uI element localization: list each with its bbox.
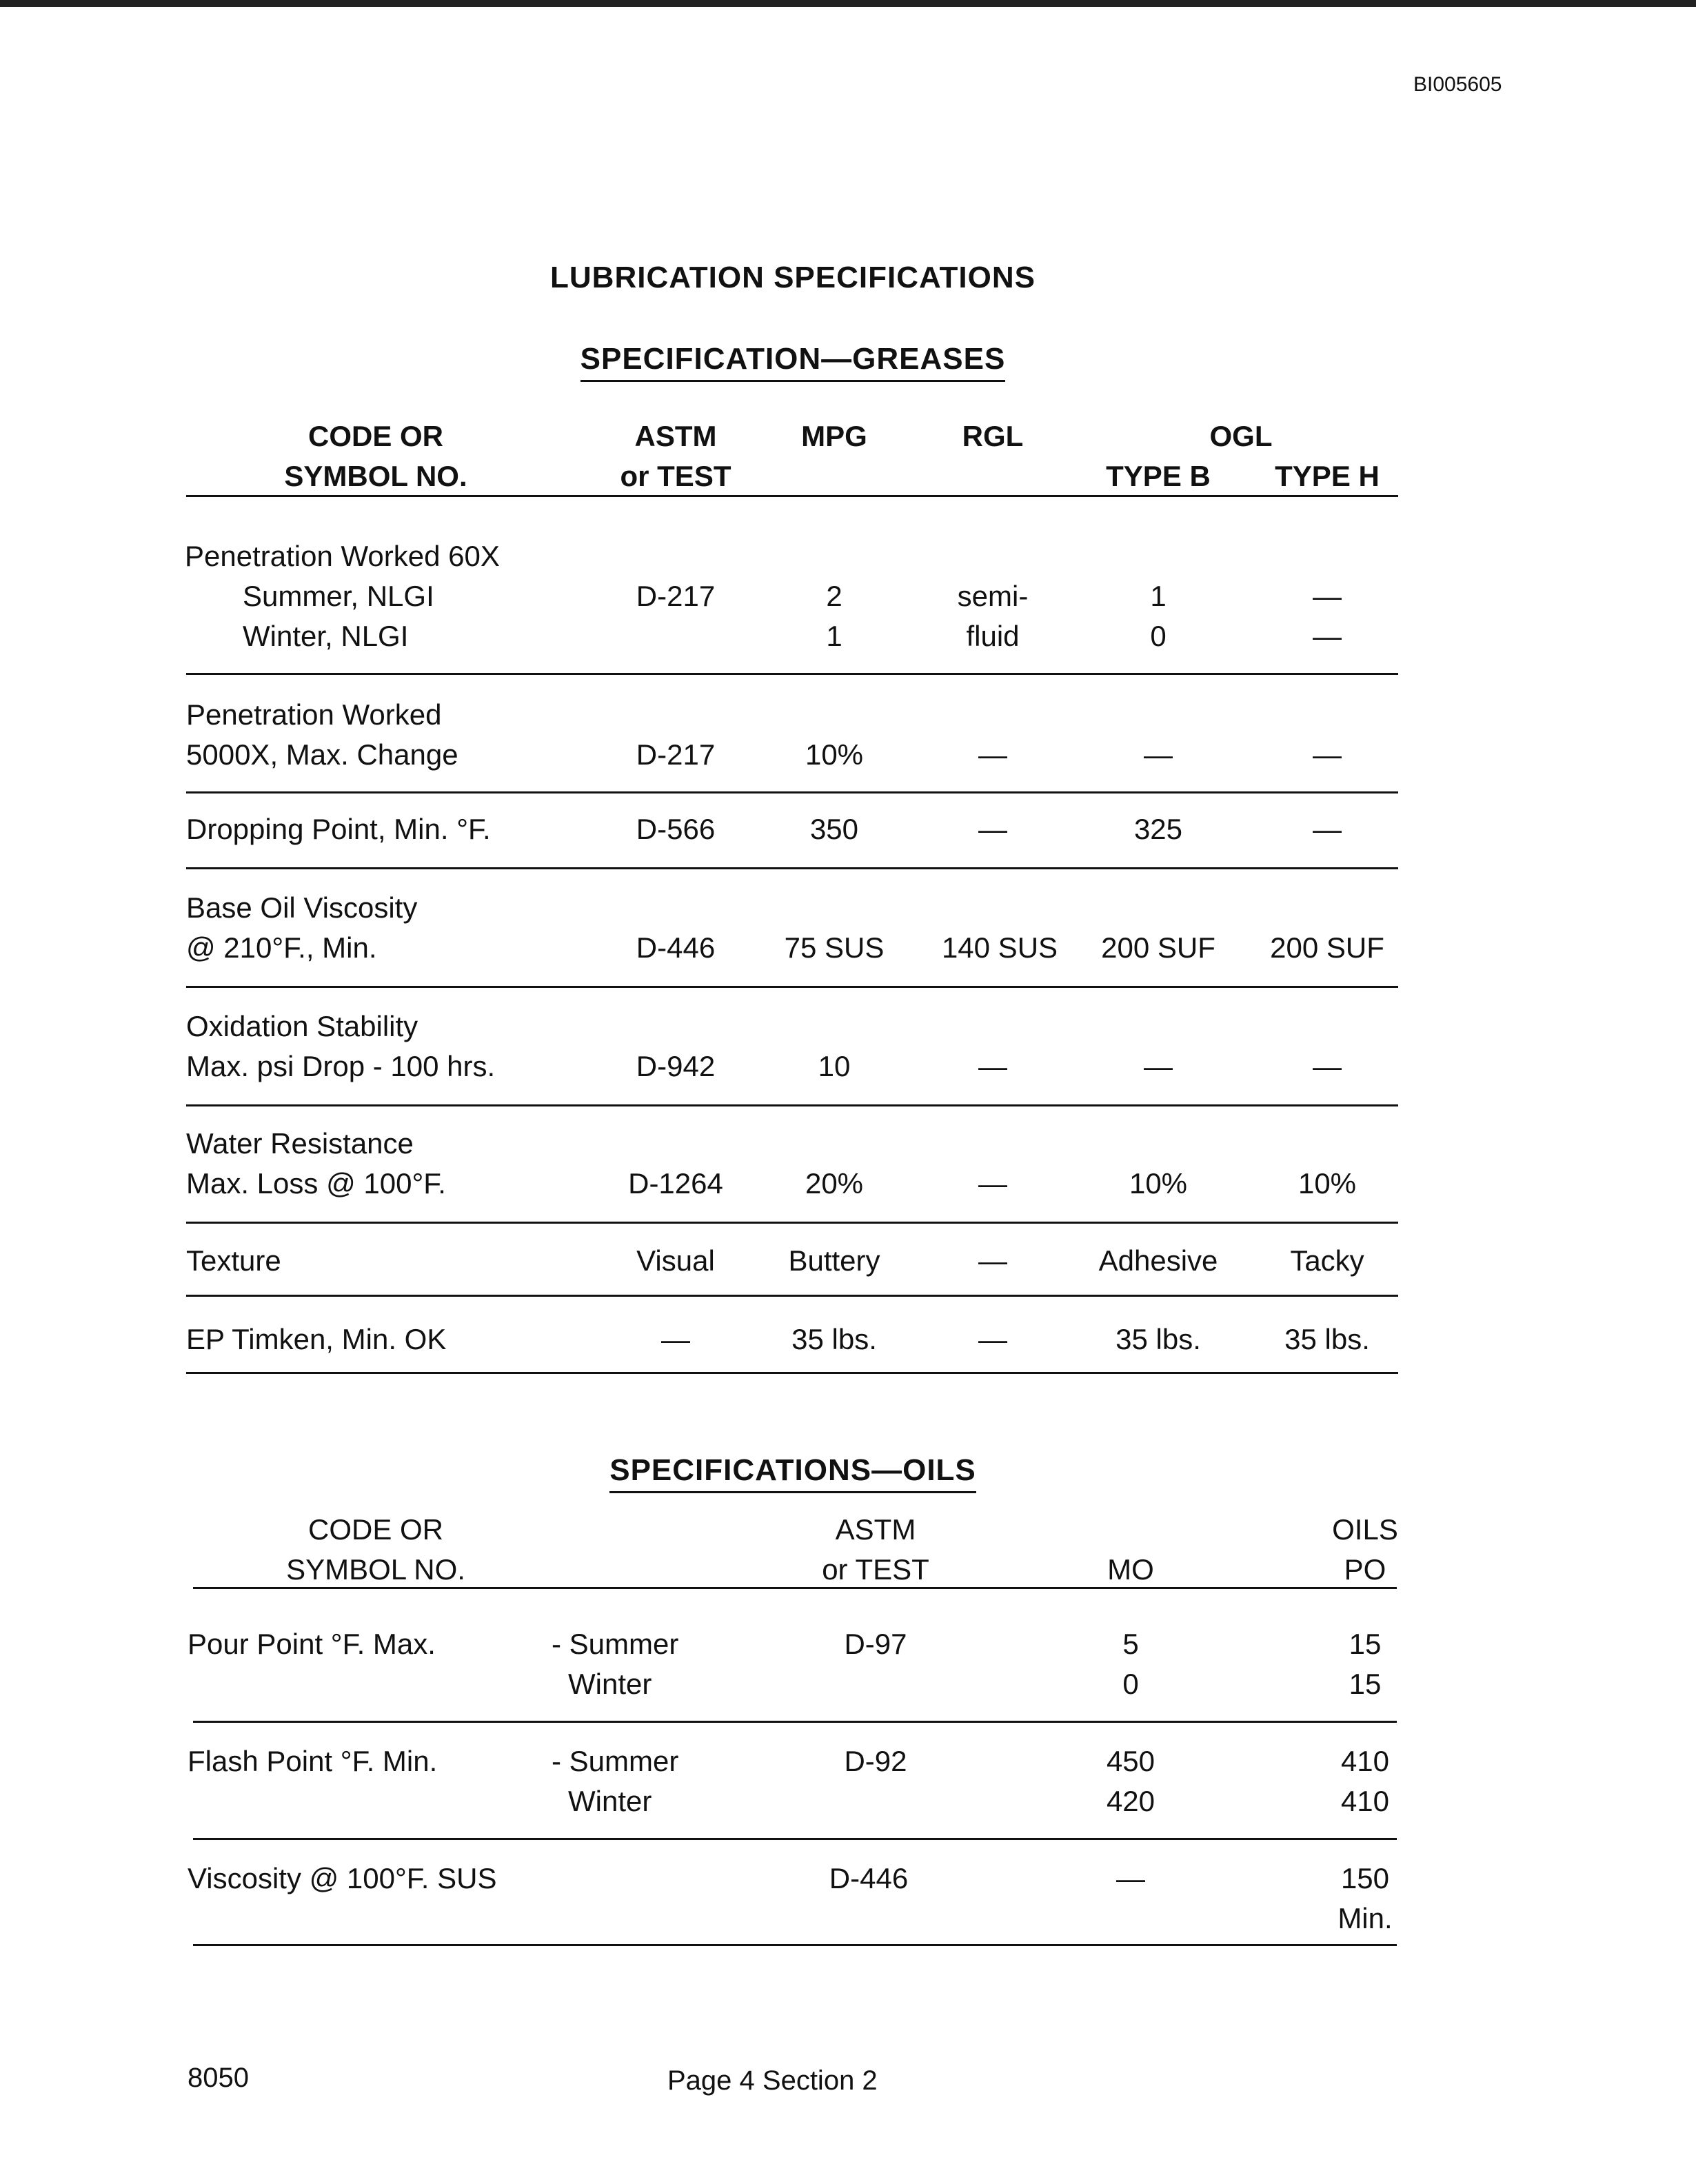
grease-type-b-cell: —	[1144, 1050, 1173, 1082]
grease-mpg-cell: 10%	[805, 738, 864, 771]
oil-row-rule	[193, 1721, 1397, 1723]
grease-type-h-cell: 10%	[1298, 1167, 1357, 1200]
grease-row-rule	[186, 1104, 1398, 1106]
oil-season-cell: - Summer Winter	[552, 1628, 679, 1700]
oils-section-title: SPECIFICATIONS—OILS	[552, 1453, 1034, 1488]
grease-astm-cell: D-217	[636, 738, 716, 771]
grease-mpg-cell: 10	[818, 1050, 851, 1082]
greases-section-title: SPECIFICATION—GREASES	[552, 342, 1034, 376]
oil-mo-cell: 5 0	[1122, 1628, 1139, 1700]
grease-row-rule	[186, 1295, 1398, 1297]
oil-season-cell: - Summer Winter	[552, 1745, 679, 1817]
grease-row-label: Dropping Point, Min. °F.	[186, 813, 491, 845]
oil-astm-cell: D-446	[829, 1862, 909, 1894]
grease-type-h-cell: 200 SUF	[1270, 931, 1384, 964]
top-scan-edge	[0, 0, 1696, 7]
grease-type-h-cell: —	[1313, 1050, 1342, 1082]
oils-header-rule	[193, 1587, 1397, 1589]
grease-astm-cell: D-446	[636, 931, 716, 964]
grease-type-h-cell: — —	[1313, 580, 1342, 652]
grease-type-b-cell: —	[1144, 738, 1173, 771]
grease-row-rule	[186, 1222, 1398, 1224]
footer-doc-number: 8050	[188, 2063, 249, 2093]
greases-header-rule	[186, 495, 1398, 497]
oil-astm-cell: D-92	[844, 1745, 907, 1777]
oils-header-oils: OILS	[1332, 1513, 1398, 1546]
grease-mpg-cell: 2 1	[826, 580, 842, 652]
greases-header-code: CODE OR SYMBOL NO.	[284, 420, 467, 492]
grease-rgl-cell: —	[978, 738, 1007, 771]
grease-type-h-cell: 35 lbs.	[1284, 1323, 1370, 1355]
oil-row-label: Flash Point °F. Min.	[188, 1745, 438, 1777]
grease-type-h-cell: —	[1313, 738, 1342, 771]
grease-row-label: Penetration Worked 60X Summer, NLGI Winter, NLGI	[185, 540, 500, 652]
grease-type-b-cell: 35 lbs.	[1115, 1323, 1201, 1355]
grease-astm-cell: D-217	[636, 580, 716, 612]
grease-mpg-cell: 20%	[805, 1167, 864, 1200]
grease-astm-cell: D-1264	[628, 1167, 723, 1200]
grease-type-b-cell: 1 0	[1150, 580, 1167, 652]
grease-table-bottom-rule	[186, 1372, 1398, 1374]
grease-mpg-cell: Buttery	[788, 1244, 880, 1277]
greases-header-rgl: RGL	[962, 420, 1024, 452]
oil-row-rule	[193, 1838, 1397, 1840]
greases-header-type-b: TYPE B	[1106, 460, 1211, 492]
grease-rgl-cell: —	[978, 1167, 1007, 1200]
grease-mpg-cell: 75 SUS	[784, 931, 885, 964]
oil-po-cell: 410 410	[1340, 1745, 1390, 1817]
oil-row-label: Viscosity @ 100°F. SUS	[188, 1862, 497, 1894]
grease-row-label: Water Resistance Max. Loss @ 100°F.	[186, 1127, 446, 1200]
grease-type-b-cell: 10%	[1129, 1167, 1188, 1200]
grease-row-label: Base Oil Viscosity @ 210°F., Min.	[186, 891, 418, 964]
greases-header-astm: ASTM or TEST	[620, 420, 731, 492]
grease-row-label: Texture	[186, 1244, 281, 1277]
oils-table-bottom-rule	[193, 1944, 1397, 1946]
grease-rgl-cell: —	[978, 1323, 1007, 1355]
grease-rgl-cell: —	[978, 1050, 1007, 1082]
footer-page-label: Page 4 Section 2	[667, 2065, 878, 2096]
grease-type-h-cell: —	[1313, 813, 1342, 845]
document-id: BI005605	[1413, 73, 1502, 96]
oil-mo-cell: 450 420	[1106, 1745, 1155, 1817]
grease-row-rule	[186, 867, 1398, 869]
grease-astm-cell: D-566	[636, 813, 716, 845]
grease-row-rule	[186, 673, 1398, 675]
grease-rgl-cell: —	[978, 1244, 1007, 1277]
grease-row-label: Oxidation Stability Max. psi Drop - 100 hrs.	[186, 1010, 496, 1082]
oils-header-astm: ASTM or TEST	[822, 1513, 929, 1586]
grease-type-b-cell: 325	[1133, 813, 1183, 845]
grease-row-label: Penetration Worked 5000X, Max. Change	[186, 698, 458, 771]
grease-type-b-cell: 200 SUF	[1101, 931, 1215, 964]
oil-po-cell: 15 15	[1349, 1628, 1382, 1700]
grease-row-rule	[186, 791, 1398, 793]
greases-header-type-h: TYPE H	[1275, 460, 1380, 492]
oils-header-mo: MO	[1107, 1553, 1154, 1586]
grease-astm-cell: Visual	[636, 1244, 715, 1277]
grease-astm-cell: D-942	[636, 1050, 716, 1082]
grease-astm-cell: —	[661, 1323, 690, 1355]
greases-header-ogl: OGL	[1209, 420, 1273, 452]
oil-astm-cell: D-97	[844, 1628, 907, 1660]
oil-row-label: Pour Point °F. Max.	[188, 1628, 436, 1660]
grease-mpg-cell: 350	[809, 813, 859, 845]
grease-rgl-cell: —	[978, 813, 1007, 845]
grease-rgl-cell: semi- fluid	[957, 580, 1029, 652]
oil-mo-cell: —	[1116, 1862, 1145, 1894]
page-title: LUBRICATION SPECIFICATIONS	[550, 261, 1036, 294]
grease-row-label: EP Timken, Min. OK	[186, 1323, 447, 1355]
grease-row-rule	[186, 986, 1398, 988]
grease-mpg-cell: 35 lbs.	[791, 1323, 877, 1355]
oil-po-cell: 150 Min.	[1337, 1862, 1393, 1934]
greases-header-mpg: MPG	[801, 420, 867, 452]
grease-type-b-cell: Adhesive	[1098, 1244, 1218, 1277]
oils-header-code: CODE OR SYMBOL NO.	[286, 1513, 465, 1586]
grease-type-h-cell: Tacky	[1290, 1244, 1364, 1277]
grease-rgl-cell: 140 SUS	[941, 931, 1058, 964]
oils-header-po: PO	[1344, 1553, 1386, 1586]
